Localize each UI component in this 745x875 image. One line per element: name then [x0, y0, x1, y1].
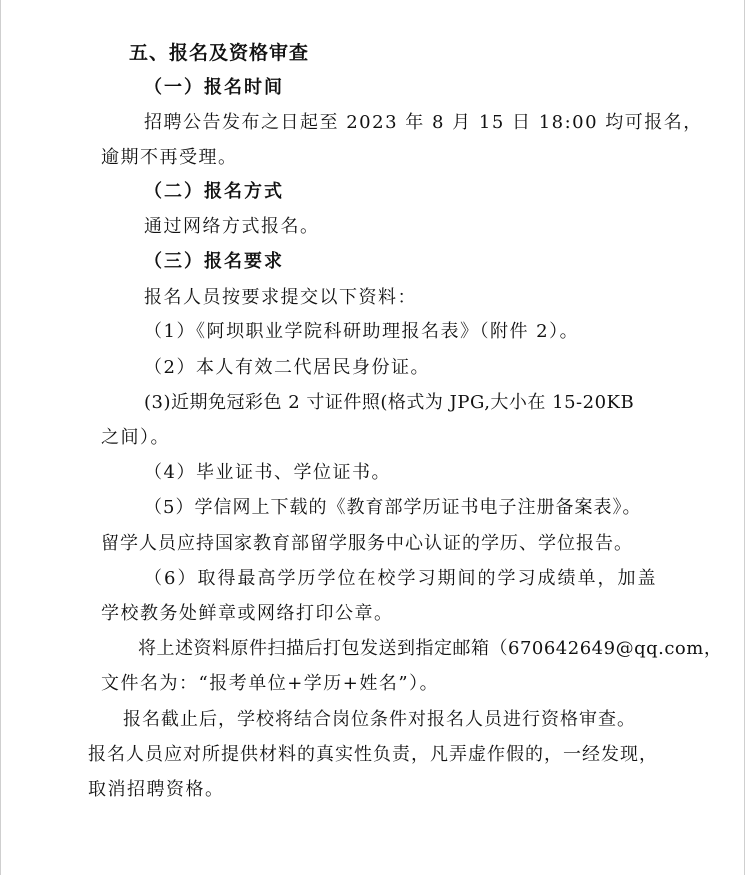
heading-registration-method: （二）报名方式 [144, 181, 284, 202]
review-paragraph-line: 报名截止后，学校将结合岗位条件对报名人员进行资格审查。 [123, 709, 636, 730]
list-item-continuation: 留学人员应持国家教育部留学服务中心认证的学历、学位报告。 [101, 533, 633, 554]
list-item: (3)近期免冠彩色 2 寸证件照(格式为 JPG,大小在 15-20KB [144, 392, 635, 413]
paragraph-line: 招聘公告发布之日起至 2023 年 8 月 15 日 18:00 均可报名， [144, 112, 703, 133]
list-item: （1）《阿坝职业学院科研助理报名表》（附件 2）。 [144, 321, 580, 342]
section-title: 五、报名及资格审查 [129, 42, 310, 64]
paragraph-line: 报名人员按要求提交以下资料： [144, 287, 417, 308]
email-instruction-continuation: 文件名为：“报考单位+学历+姓名”）。 [101, 673, 440, 694]
heading-registration-requirements: （三）报名要求 [144, 251, 284, 272]
list-item: （5）学信网上下载的《教育部学历证书电子注册备案表》。 [144, 497, 642, 518]
list-item: （4）毕业证书、学位证书。 [144, 462, 391, 483]
list-item: （6）取得最高学历学位在校学习期间的学习成绩单，加盖 [144, 568, 658, 589]
list-item: （2）本人有效二代居民身份证。 [144, 357, 430, 378]
list-item-continuation: 学校教务处鲜章或网络打印公章。 [101, 603, 394, 624]
list-item-continuation: 之间）。 [101, 427, 170, 448]
review-paragraph-line: 报名人员应对所提供材料的真实性负责，凡弄虚作假的，一经发现， [88, 744, 658, 765]
review-paragraph-line: 取消招聘资格。 [88, 779, 225, 800]
heading-registration-time: （一）报名时间 [144, 77, 284, 98]
email-instruction: 将上述资料原件扫描后打包发送到指定邮箱（670642649@qq.com， [138, 638, 723, 659]
paragraph-line: 通过网络方式报名。 [144, 216, 320, 237]
paragraph-line: 逾期不再受理。 [101, 147, 238, 168]
